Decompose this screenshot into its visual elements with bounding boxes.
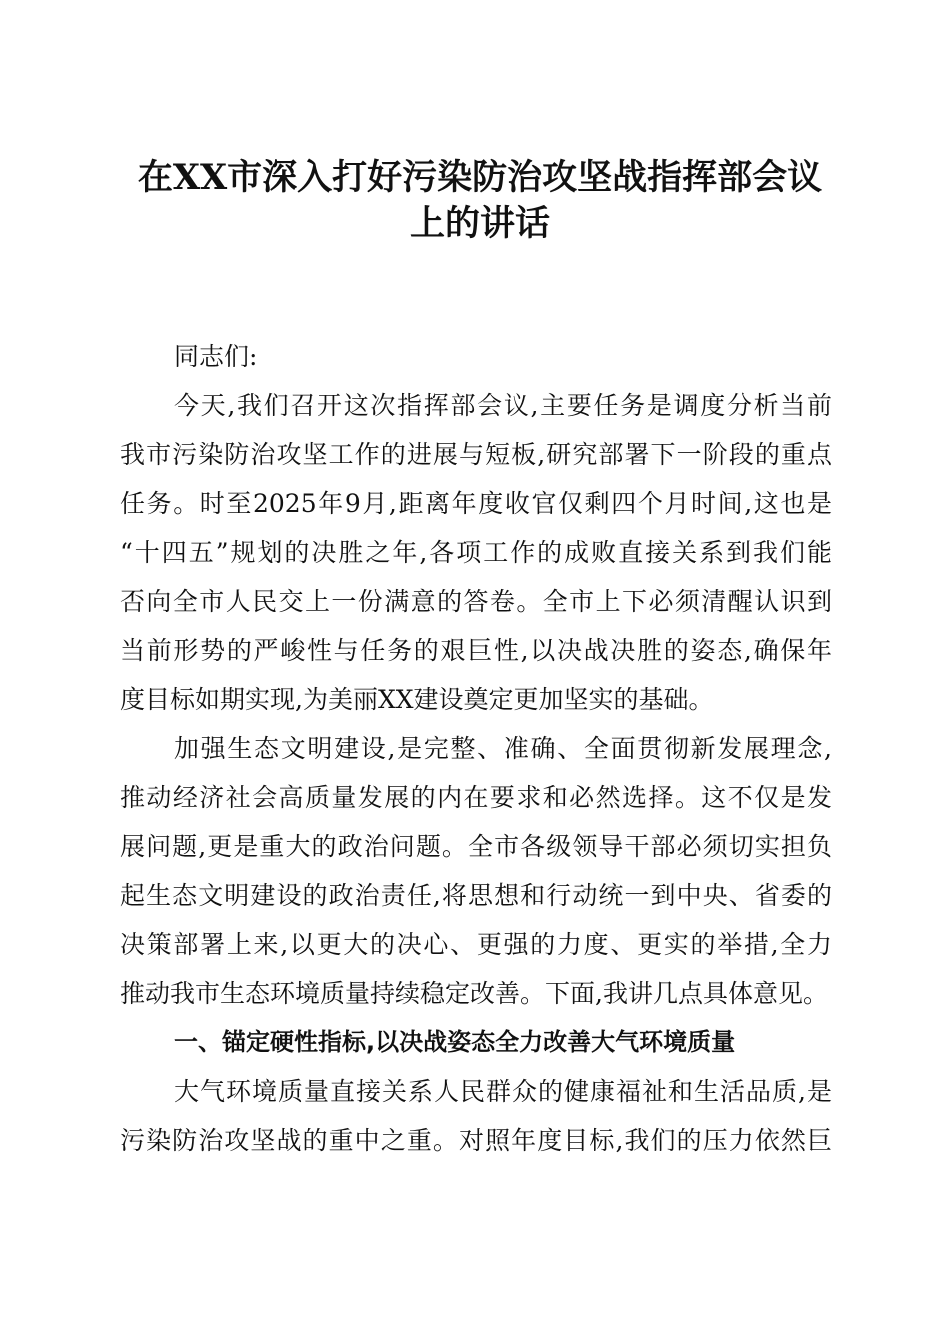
section-heading xyxy=(120,1018,832,1067)
title-line-2: 上的讲话 xyxy=(409,203,550,244)
title-line-1: 在XX市深入打好污染防治攻坚战指挥部会议 xyxy=(137,157,823,198)
paragraph-line: 推动我市生态环境质量持续稳定改善。下面,我讲几点具体意见。 xyxy=(120,979,828,1008)
paragraph xyxy=(120,1067,832,1165)
paragraph-line: 大气环境质量直接关系人民群众的健康福祉和生活品质,是 xyxy=(174,1077,832,1106)
paragraph xyxy=(120,381,832,724)
greeting: 同志们: xyxy=(174,342,258,371)
paragraph-line: 起生态文明建设的政治责任,将思想和行动统一到中央、省委的 xyxy=(120,881,832,910)
paragraph-line: 度目标如期实现,为美丽XX建设奠定更加坚实的基础。 xyxy=(120,685,714,714)
document-title xyxy=(100,155,860,247)
paragraph-line: “十四五”规划的决胜之年,各项工作的成败直接关系到我们能 xyxy=(120,538,832,567)
paragraph-line: 否向全市人民交上一份满意的答卷。全市上下必须清醒认识到 xyxy=(120,587,832,616)
paragraph-line: 我市污染防治攻坚工作的进展与短板,研究部署下一阶段的重点 xyxy=(120,440,832,469)
paragraph-line: 污染防治攻坚战的重中之重。对照年度目标,我们的压力依然巨 xyxy=(120,1126,832,1155)
paragraph-line: 推动经济社会高质量发展的内在要求和必然选择。这不仅是发 xyxy=(120,783,832,812)
paragraph-line: 当前形势的严峻性与任务的艰巨性,以决战决胜的姿态,确保年 xyxy=(120,636,832,665)
paragraph-line: 今天,我们召开这次指挥部会议,主要任务是调度分析当前 xyxy=(174,391,832,420)
paragraph-line: 加强生态文明建设,是完整、准确、全面贯彻新发展理念, xyxy=(174,734,832,763)
paragraph-line: 任务。时至2025年9月,距离年度收官仅剩四个月时间,这也是 xyxy=(120,489,832,518)
paragraph xyxy=(120,724,832,1018)
paragraphs xyxy=(120,381,832,1165)
paragraph-line: 展问题,更是重大的政治问题。全市各级领导干部必须切实担负 xyxy=(120,832,832,861)
document-body xyxy=(120,332,832,1165)
paragraph-line: 决策部署上来,以更大的决心、更强的力度、更实的举措,全力 xyxy=(120,930,832,959)
paragraph-line: 一、锚定硬性指标,以决战姿态全力改善大气环境质量 xyxy=(174,1028,736,1056)
